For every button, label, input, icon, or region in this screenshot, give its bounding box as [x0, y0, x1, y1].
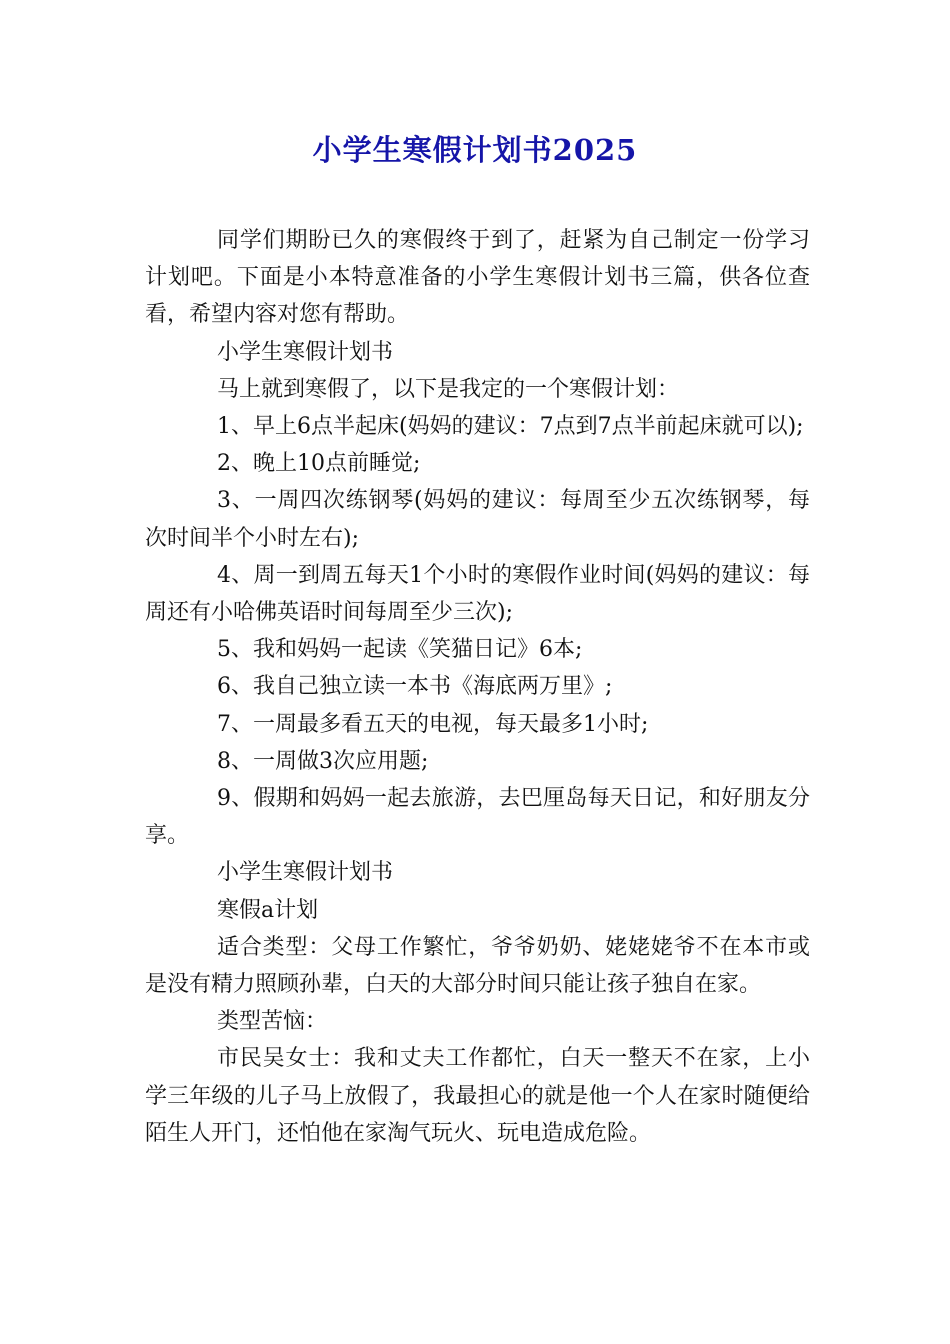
plan-item: 4、周一到周五每天1个小时的寒假作业时间(妈妈的建议：每周还有小哈佛英语时间每周至少三次); — [145, 562, 810, 626]
plan-item: 2、晚上10点前睡觉; — [217, 451, 421, 477]
plan-item: 5、我和妈妈一起读《笑猫日记》6本; — [217, 637, 583, 663]
plan-item: 3、一周四次练钢琴(妈妈的建议：每周至少五次练钢琴，每次时间半个小时左右); — [145, 488, 810, 551]
section-heading: 小学生寒假计划书 — [217, 860, 394, 886]
plan-item: 7、一周最多看五天的电视，每天最多1小时; — [217, 711, 649, 737]
document-body — [145, 222, 810, 1152]
plan-item: 6、我自己独立读一本书《海底两万里》; — [217, 674, 613, 700]
body-paragraph: 类型苦恼： — [217, 1009, 328, 1035]
body-paragraph: 适合类型：父母工作繁忙，爷爷奶奶、姥姥姥爷不在本市或是没有精力照顾孙辈，白天的大部分时间只能让孩子独自在家。 — [145, 934, 810, 998]
plan-intro: 马上就到寒假了，以下是我定的一个寒假计划： — [217, 376, 680, 402]
subsection-heading: 寒假a计划 — [217, 897, 319, 923]
section-heading: 小学生寒假计划书 — [217, 339, 394, 365]
plan-item: 1、早上6点半起床(妈妈的建议：7点到7点半前起床就可以); — [217, 414, 804, 440]
intro-paragraph: 同学们期盼已久的寒假终于到了，赶紧为自己制定一份学习计划吧。下面是小本特意准备的小学生寒假计划书三篇，供各位查看，希望内容对您有帮助。 — [145, 228, 810, 328]
document-title: 小学生寒假计划书2025 — [312, 133, 638, 167]
body-paragraph: 市民吴女士：我和丈夫工作都忙，白天一整天不在家，上小学三年级的儿子马上放假了，我最担心的就是他一个人在家时随便给陌生人开门，还怕他在家淘气玩火、玩电造成危险。 — [145, 1046, 810, 1146]
plan-item: 8、一周做3次应用题; — [217, 748, 429, 774]
plan-item: 9、假期和妈妈一起去旅游，去巴厘岛每天日记，和好朋友分享。 — [145, 786, 810, 849]
